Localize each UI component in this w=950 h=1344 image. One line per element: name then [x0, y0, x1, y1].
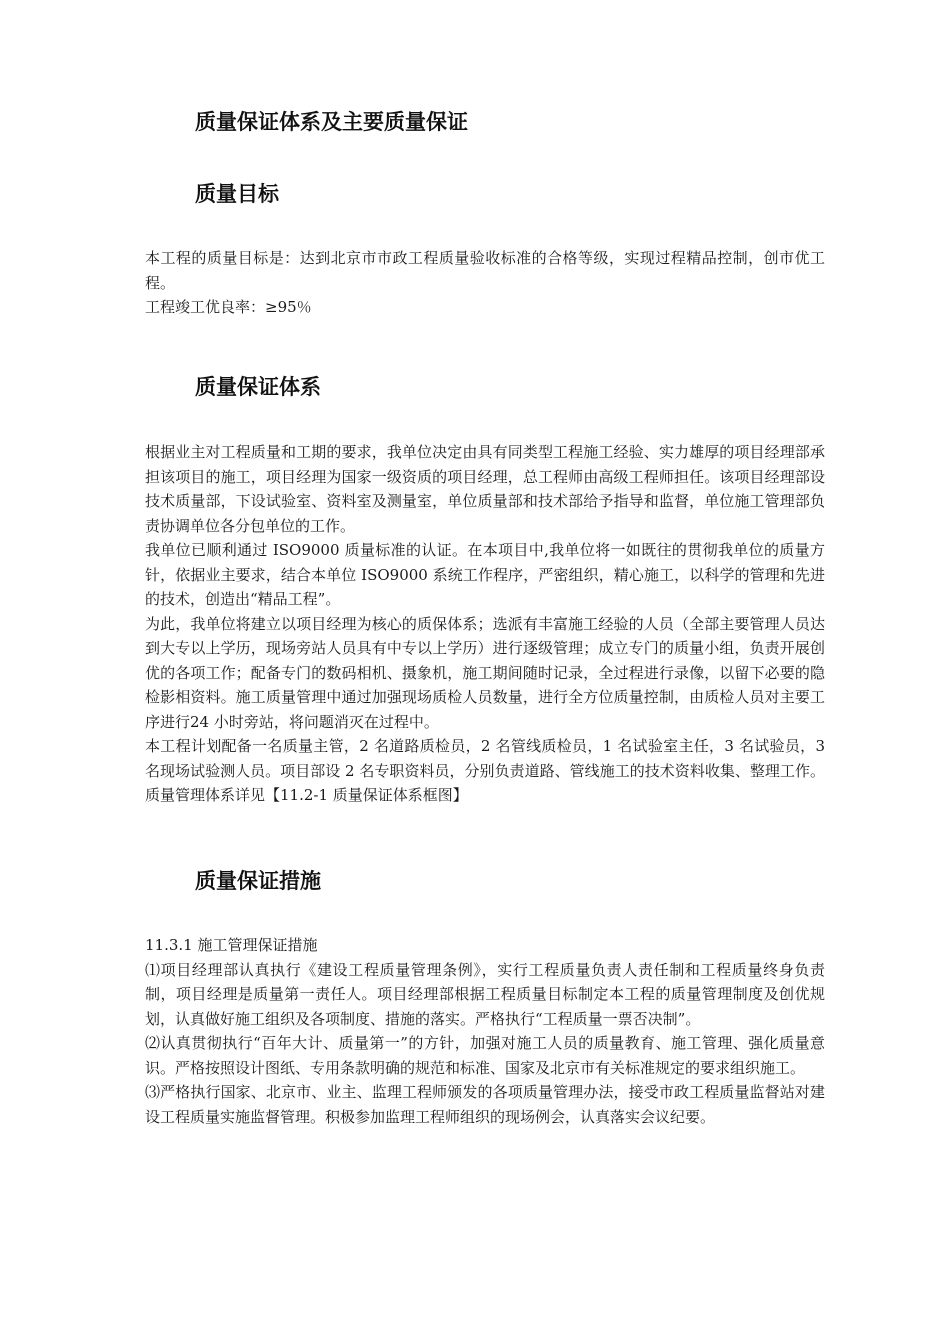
paragraph: 根据业主对工程质量和工期的要求，我单位决定由具有同类型工程施工经验、实力雄厚的项目经理部承担该项目的施工，项目经理为国家一级资质的项目经理，总工程师由高级工程师担任。该项目经理部设技术质量部，下设试验室、资料室及测量室，单位质量部和技术部给予指导和监督，单位施工管理部负责协调单位各分包单位的工作。 — [145, 443, 825, 535]
document-title: 质量保证体系及主要质量保证 — [195, 110, 468, 134]
section-heading-quality-goal: 质量目标 — [195, 182, 279, 206]
section-heading-quality-system: 质量保证体系 — [195, 375, 321, 399]
paragraph: ⑴项目经理部认真执行《建设工程质量管理条例》，实行工程质量负责人责任制和工程质量终身负责制，项目经理是质量第一责任人。项目经理部根据工程质量目标制定本工程的质量管理制度及创优规划，认真做好施工组织及各项制度、措施的落实。严格执行“工程质量一票否决制”。 — [145, 960, 825, 1028]
paragraph: ⑶严格执行国家、北京市、业主、监理工程师颁发的各项质量管理办法，接受市政工程质量监督站对建设工程质量实施监督管理。积极参加监理工程师组织的现场例会，认真落实会议纪要。 — [145, 1083, 825, 1126]
paragraph: 本工程的质量目标是：达到北京市市政工程质量验收标准的合格等级，实现过程精品控制，创市优工程。 — [145, 249, 825, 292]
subsection-heading: 11.3.1 施工管理保证措施 — [145, 936, 318, 954]
section-body-quality-system — [145, 440, 825, 808]
paragraph: 本工程计划配备一名质量主管，2 名道路质检员，2 名管线质检员，1 名试验室主任，3 名试验员，3 名现场试验测人员。项目部设 2 名专职资料员，分别负责道路、管线施工的技术资料收集、整理工作。质量管理体系详见【11.2-1 质量保证体系框图】 — [145, 737, 825, 804]
paragraph: ⑵认真贯彻执行“百年大计、质量第一”的方针，加强对施工人员的质量教育、施工管理、强化质量意识。严格按照设计图纸、专用条款明确的规范和标准、国家及北京市有关标准规定的要求组织施工。 — [145, 1034, 825, 1077]
paragraph: 工程竣工优良率：≥95％ — [145, 298, 312, 316]
paragraph: 我单位已顺利通过 ISO9000 质量标准的认证。在本项目中,我单位将一如既往的贯彻我单位的质量方针，依据业主要求，结合本单位 ISO9000 系统工作程序，严密组织，精心施工，以科学的管理和先进的技术，创造出“精品工程”。 — [145, 541, 825, 608]
section-body-quality-goal — [145, 246, 825, 320]
section-heading-quality-measures: 质量保证措施 — [195, 869, 321, 893]
paragraph: 为此，我单位将建立以项目经理为核心的质保体系；选派有丰富施工经验的人员（全部主要管理人员达到大专以上学历，现场旁站人员具有中专以上学历）进行逐级管理；成立专门的质量小组，负责开展创优的各项工作；配备专门的数码相机、摄象机，施工期间随时记录，全过程进行录像，以留下必要的隐检影相资料。施工质量管理中通过加强现场质检人员数量，进行全方位质量控制，由质检人员对主要工序进行24 小时旁站，将问题消灭在过程中。 — [145, 614, 825, 731]
section-body-quality-measures — [145, 933, 825, 1129]
